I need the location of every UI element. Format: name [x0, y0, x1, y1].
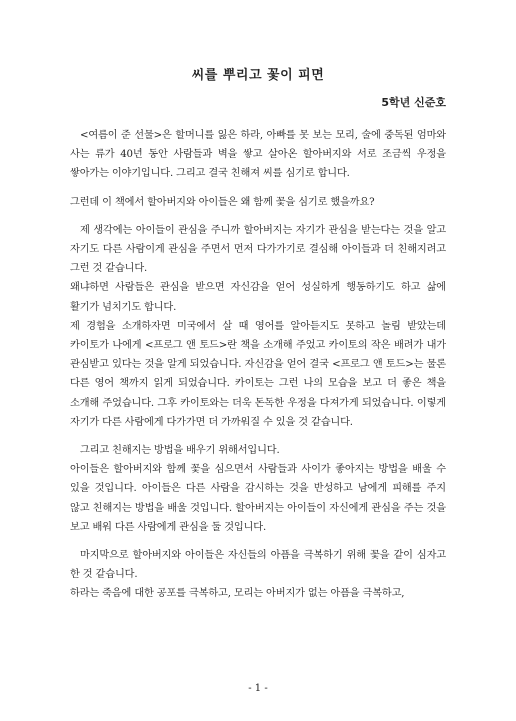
document-body — [70, 126, 446, 604]
author-line: 5학년 신준호 — [381, 96, 446, 109]
paragraph-summary: <여름이 준 선물>은 할머니를 잃은 하라, 아빠를 못 보는 모리, 술에 중독된 엄마와 사는 류가 40년 동안 사람들과 벽을 쌓고 살아온 할아버지와 서로 조금씩 우정을 쌓아가는 이야기입니다. 그리고 결국 친해져 씨를 심기로 합니다. — [70, 130, 446, 180]
page-number: - 1 - — [248, 683, 268, 694]
paragraph-third-reason: 마지막으로 할아버지와 아이들은 자신들의 아픔을 극복하기 위해 꽃을 같이 심자고 한 것 같습니다. — [70, 550, 446, 581]
paragraph-reason: 왜냐하면 사람들은 관심을 받으면 자신감을 얻어 성실하게 행동하기도 하고 삶에 활기가 넘치기도 합니다. — [70, 282, 446, 313]
document-title: 씨를 뿌리고 꽃이 피면 — [191, 68, 325, 83]
paragraph-second-reason: 그리고 친해지는 방법을 배우기 위해서입니다. — [80, 445, 280, 457]
paragraph-third-detail: 하라는 죽음에 대한 공포를 극복하고, 모리는 아버지가 없는 아픔을 극복하고, — [70, 588, 405, 600]
paragraph-question: 그런데 이 책에서 할아버지와 아이들은 왜 함께 꽃을 심기로 했을까요? — [70, 196, 375, 208]
paragraph-second-detail: 아이들은 할아버지와 함께 꽃을 심으면서 사람들과 사이가 좋아지는 방법을 배울 수 있을 것입니다. 아이들은 다른 사람을 감시하는 것을 반성하고 남에게 피해를 주지 않고 친해지는 방법을 배울 것입니다. 할아버지는 아이들이 자신에게 관심을 주는 것을 보고 배워 다른 사람에게 관심을 둘 것입니다. — [70, 464, 446, 533]
paragraph-experience: 제 경험을 소개하자면 미국에서 살 때 영어를 알아듣지도 못하고 놀림 받았는데 카이토가 나에게 <프로그 앤 토드>란 책을 소개해 주었고 카이토의 작은 배려가 내가 관심받고 있다는 것을 알게 되었습니다. 자신감을 얻어 결국 <프로그 앤 토드>는 물론 다른 영어 책까지 읽게 되었습니다. 카이토는 그런 나의 모습을 보고 더 좋은 책을 소개해 주었습니다. 그후 카이토와는 더욱 돈독한 우정을 다져가게 되었습니다. 이렇게 자기가 다른 사람에게 다가가면 더 가까워질 수 있을 것 같습니다. — [70, 320, 446, 428]
paragraph-opinion: 제 생각에는 아이들이 관심을 주니까 할아버지는 자기가 관심을 받는다는 것을 알고 자기도 다른 사람이게 관심을 주면서 먼저 다가가기로 결심해 아이들과 더 친해지려고 그런 것 같습니다. — [70, 224, 446, 275]
